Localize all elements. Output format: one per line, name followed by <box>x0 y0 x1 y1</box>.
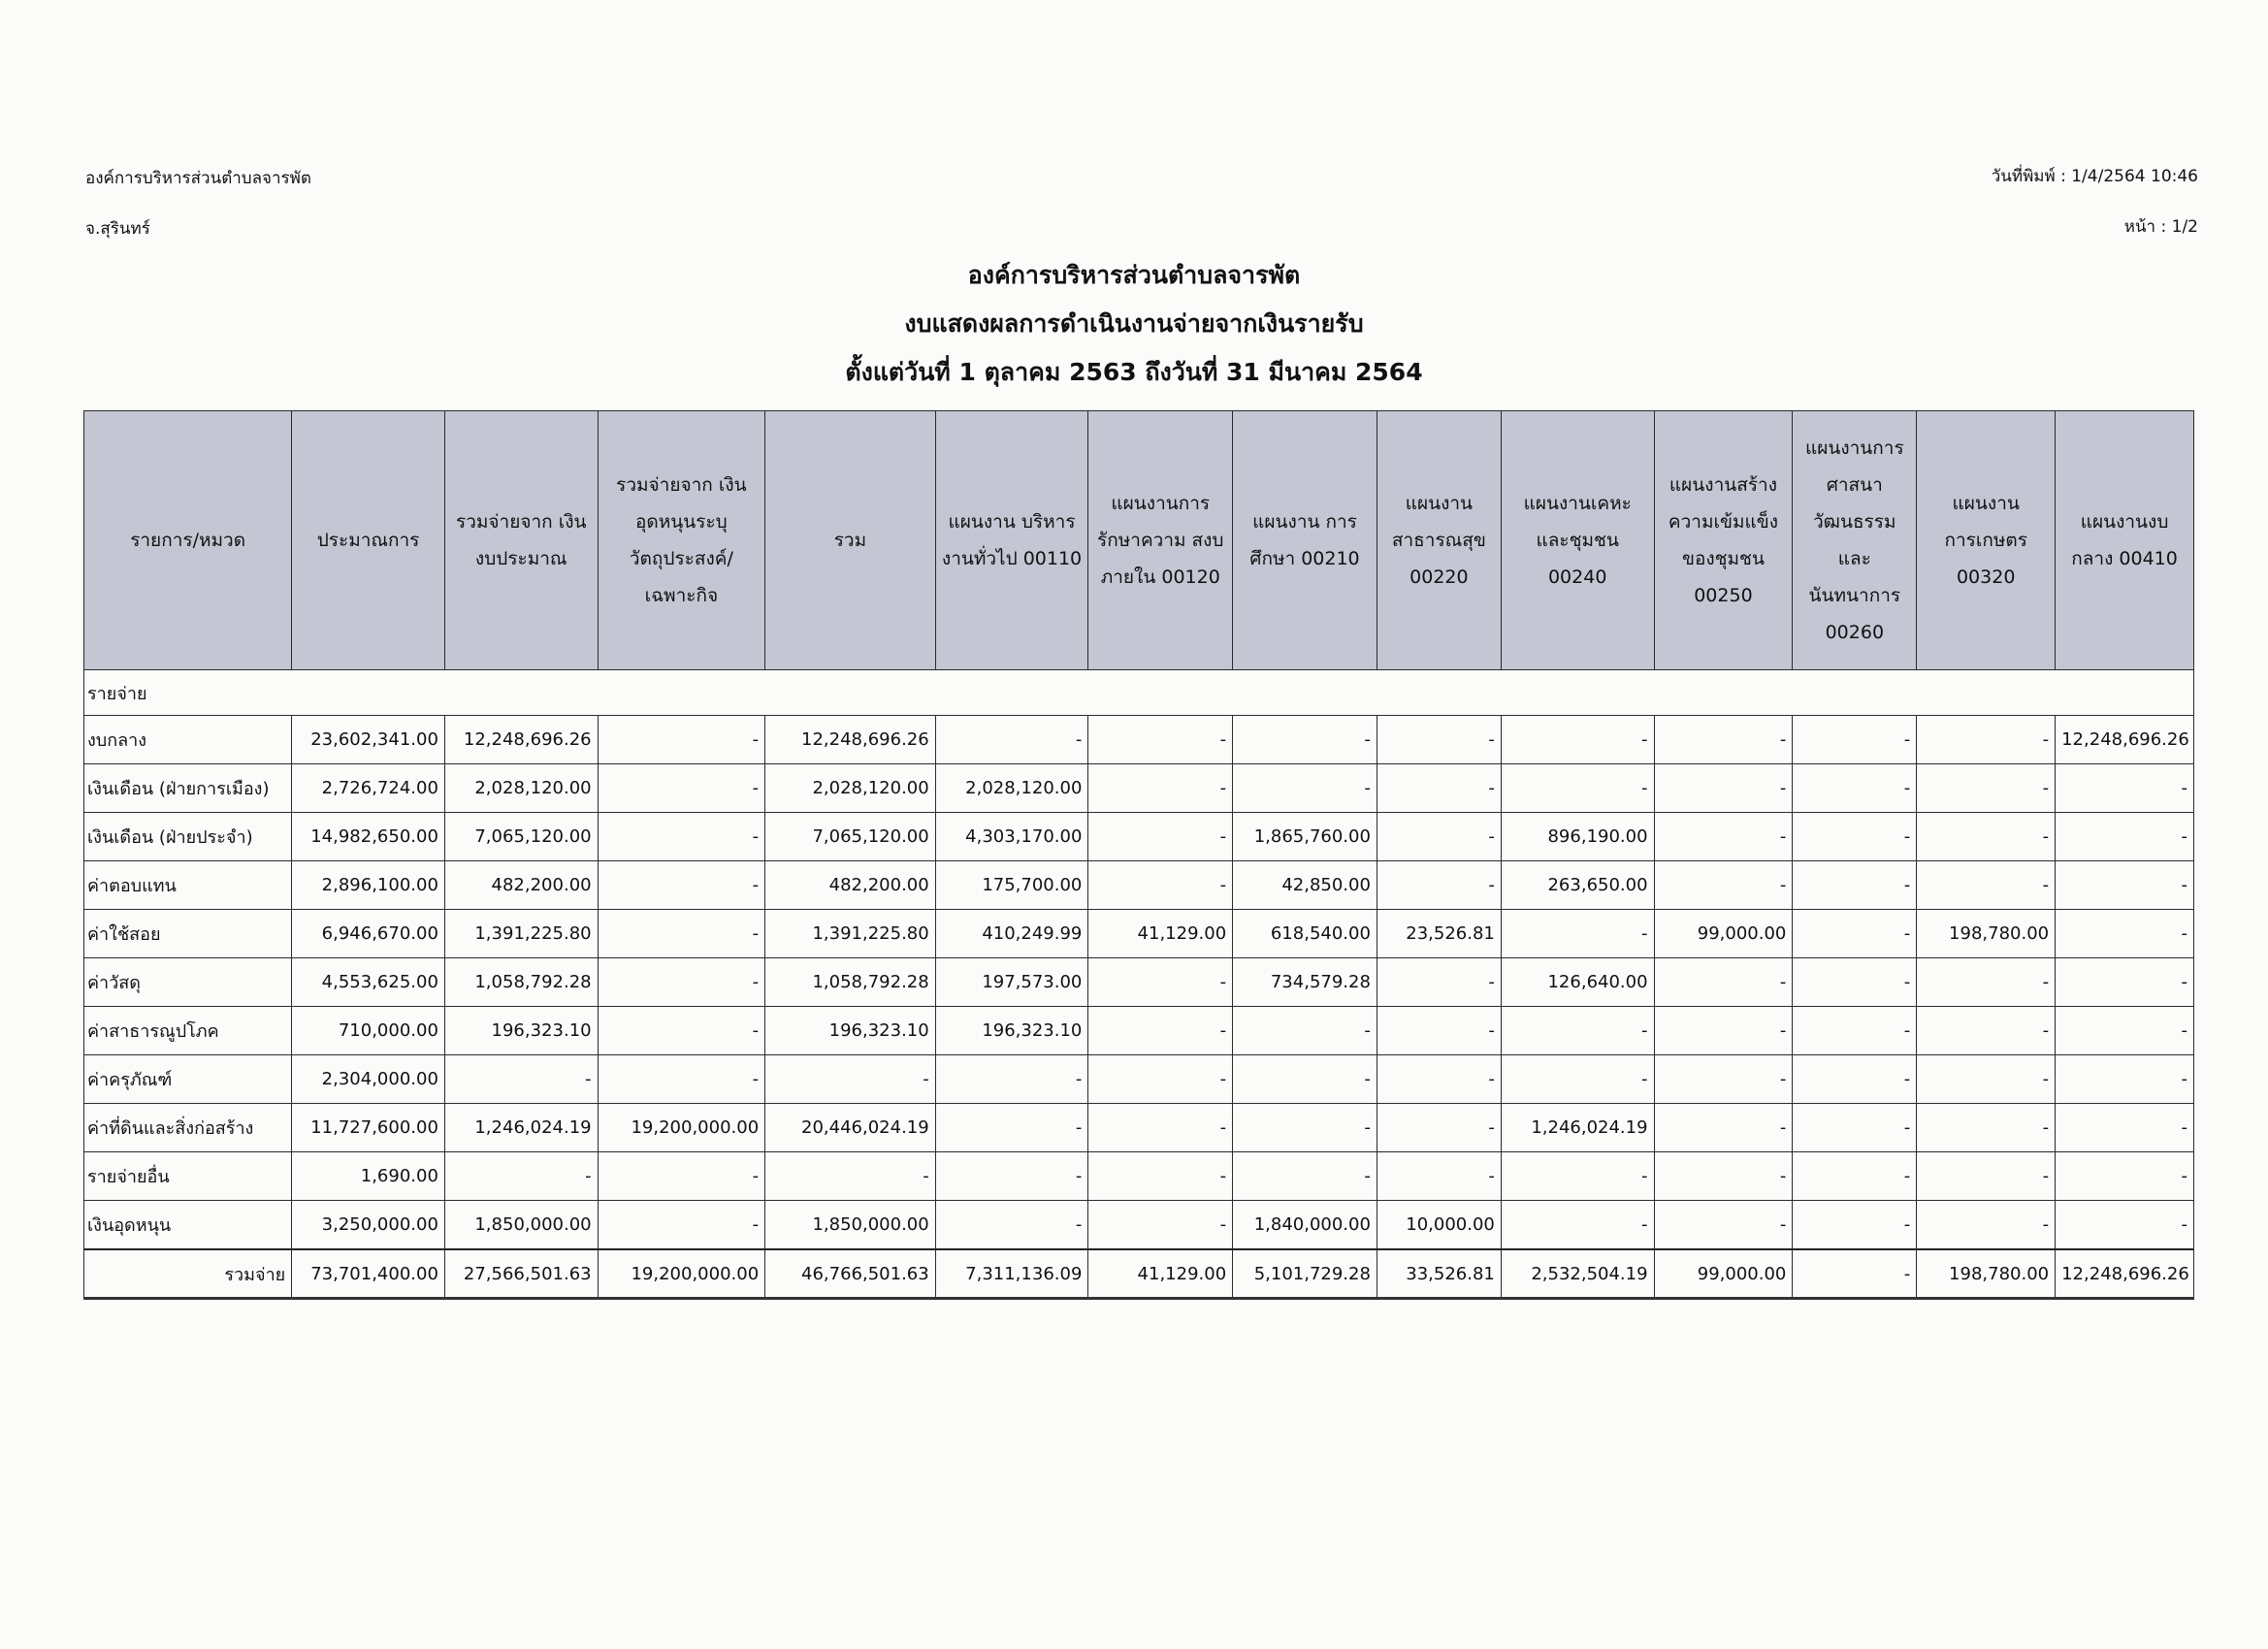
table-cell: - <box>1793 1055 1917 1104</box>
column-header: แผนงานงบ กลาง 00410 <box>2056 411 2194 670</box>
table-cell: - <box>1233 1007 1377 1055</box>
table-cell: 1,840,000.00 <box>1233 1201 1377 1250</box>
table-cell: - <box>1654 861 1793 910</box>
table-cell: - <box>765 1055 936 1104</box>
table-cell: - <box>2056 764 2194 813</box>
table-cell: - <box>1793 1007 1917 1055</box>
table-cell: 7,065,120.00 <box>765 813 936 861</box>
table-cell: - <box>1917 861 2056 910</box>
column-header: รวม <box>765 411 936 670</box>
table-cell: 99,000.00 <box>1654 910 1793 958</box>
table-row <box>84 716 2194 764</box>
table-cell: 618,540.00 <box>1233 910 1377 958</box>
table-cell: 896,190.00 <box>1501 813 1654 861</box>
column-header: ประมาณการ <box>292 411 445 670</box>
table-cell: 7,065,120.00 <box>444 813 598 861</box>
table-cell: - <box>1233 1104 1377 1152</box>
column-header: รายการ/หมวด <box>84 411 292 670</box>
table-cell: - <box>1088 1152 1233 1201</box>
table-cell: - <box>598 910 765 958</box>
table-cell: 12,248,696.26 <box>765 716 936 764</box>
report-title-block <box>0 254 2268 400</box>
row-label: ค่าใช้สอย <box>84 910 292 958</box>
total-row <box>84 1249 2194 1299</box>
column-header: แผนงาน บริหารงานทั่วไป 00110 <box>935 411 1088 670</box>
table-cell: - <box>1088 1007 1233 1055</box>
table-cell: - <box>1917 716 2056 764</box>
column-header: รวมจ่ายจาก เงินงบประมาณ <box>444 411 598 670</box>
table-cell: 2,896,100.00 <box>292 861 445 910</box>
column-header: แผนงานสร้าง ความเข้มแข็ง ของชุมชน 00250 <box>1654 411 1793 670</box>
table-cell: 196,323.10 <box>765 1007 936 1055</box>
total-cell: 19,200,000.00 <box>598 1249 765 1299</box>
report-subtitle: งบแสดงผลการดำเนินงานจ่ายจากเงินรายรับ <box>904 309 1364 338</box>
row-label: เงินเดือน (ฝ่ายการเมือง) <box>84 764 292 813</box>
table-cell: - <box>1377 764 1501 813</box>
table-cell: - <box>1377 1055 1501 1104</box>
column-header: แผนงานการ ศาสนา วัฒนธรรม และ นันทนาการ 00260 <box>1793 411 1917 670</box>
table-cell: 734,579.28 <box>1233 958 1377 1007</box>
table-cell: - <box>1088 1201 1233 1250</box>
table-cell: - <box>1501 1152 1654 1201</box>
table-cell: 4,553,625.00 <box>292 958 445 1007</box>
row-label: เงินอุดหนุน <box>84 1201 292 1250</box>
section-label: รายจ่าย <box>84 670 2194 716</box>
table-cell: 263,650.00 <box>1501 861 1654 910</box>
table-cell: 41,129.00 <box>1088 910 1233 958</box>
section-row <box>84 670 2194 716</box>
row-label: ค่าที่ดินและสิ่งก่อสร้าง <box>84 1104 292 1152</box>
table-cell: 3,250,000.00 <box>292 1201 445 1250</box>
table-cell: - <box>935 716 1088 764</box>
row-label: งบกลาง <box>84 716 292 764</box>
table-cell: - <box>935 1201 1088 1250</box>
table-cell: 1,865,760.00 <box>1233 813 1377 861</box>
print-date: วันที่พิมพ์ : 1/4/2564 10:46 <box>1991 167 2198 186</box>
table-cell: - <box>1793 1201 1917 1250</box>
total-cell: 99,000.00 <box>1654 1249 1793 1299</box>
table-cell: - <box>1793 813 1917 861</box>
table-cell: 197,573.00 <box>935 958 1088 1007</box>
table-cell: - <box>1654 1007 1793 1055</box>
table-cell: 196,323.10 <box>444 1007 598 1055</box>
table-cell: - <box>1917 1104 2056 1152</box>
report-period: ตั้งแต่วันที่ 1 ตุลาคม 2563 ถึงวันที่ 31 มีนาคม 2564 <box>845 358 1423 386</box>
table-cell: 20,446,024.19 <box>765 1104 936 1152</box>
report-title: องค์การบริหารส่วนตำบลจารพัต <box>967 261 1301 289</box>
page-number: หน้า : 1/2 <box>2123 217 2198 237</box>
table-cell: 1,246,024.19 <box>444 1104 598 1152</box>
total-cell: 41,129.00 <box>1088 1249 1233 1299</box>
table-cell: - <box>1377 813 1501 861</box>
column-header: แผนงาน การเกษตร 00320 <box>1917 411 2056 670</box>
table-cell: - <box>2056 813 2194 861</box>
table-cell: - <box>2056 910 2194 958</box>
table-cell: 175,700.00 <box>935 861 1088 910</box>
table-cell: - <box>1088 764 1233 813</box>
table-cell: - <box>598 716 765 764</box>
table-row <box>84 1104 2194 1152</box>
table-cell: 1,850,000.00 <box>444 1201 598 1250</box>
table-cell: - <box>1088 1104 1233 1152</box>
table-cell: - <box>1793 958 1917 1007</box>
table-cell: - <box>1088 813 1233 861</box>
table-cell: 10,000.00 <box>1377 1201 1501 1250</box>
table-cell: - <box>1654 716 1793 764</box>
table-row <box>84 958 2194 1007</box>
table-cell: - <box>765 1152 936 1201</box>
table-cell: - <box>1793 1152 1917 1201</box>
header-right <box>1992 163 2198 264</box>
total-cell: 46,766,501.63 <box>765 1249 936 1299</box>
table-cell: - <box>1233 1152 1377 1201</box>
row-label: เงินเดือน (ฝ่ายประจำ) <box>84 813 292 861</box>
table-cell: 2,028,120.00 <box>444 764 598 813</box>
table-cell: - <box>1501 1007 1654 1055</box>
table-cell: - <box>1793 1104 1917 1152</box>
table-cell: - <box>935 1104 1088 1152</box>
total-cell: 27,566,501.63 <box>444 1249 598 1299</box>
row-label: ค่าวัสดุ <box>84 958 292 1007</box>
table-cell: - <box>1917 958 2056 1007</box>
table-row <box>84 861 2194 910</box>
total-cell: 33,526.81 <box>1377 1249 1501 1299</box>
table-cell: - <box>1233 716 1377 764</box>
table-cell: - <box>1501 1201 1654 1250</box>
table-cell: - <box>1793 910 1917 958</box>
table-cell: - <box>1917 764 2056 813</box>
table-cell: - <box>1654 813 1793 861</box>
total-cell: 198,780.00 <box>1917 1249 2056 1299</box>
column-header: แผนงานเคหะ และชุมชน 00240 <box>1501 411 1654 670</box>
total-cell: 12,248,696.26 <box>2056 1249 2194 1299</box>
table-cell: 1,391,225.80 <box>765 910 936 958</box>
table-cell: - <box>1654 1055 1793 1104</box>
table-cell: - <box>935 1152 1088 1201</box>
row-label: รายจ่ายอื่น <box>84 1152 292 1201</box>
total-cell: - <box>1793 1249 1917 1299</box>
table-cell: 19,200,000.00 <box>598 1104 765 1152</box>
table-cell: - <box>1377 958 1501 1007</box>
table-row <box>84 1055 2194 1104</box>
table-cell: - <box>935 1055 1088 1104</box>
table-cell: - <box>1377 861 1501 910</box>
table-cell: - <box>1501 910 1654 958</box>
table-row <box>84 764 2194 813</box>
table-cell: - <box>1501 764 1654 813</box>
table-cell: - <box>598 1007 765 1055</box>
table-cell: 12,248,696.26 <box>444 716 598 764</box>
table-cell: 1,690.00 <box>292 1152 445 1201</box>
table-cell: 2,028,120.00 <box>935 764 1088 813</box>
table-cell: - <box>444 1055 598 1104</box>
table-cell: - <box>598 813 765 861</box>
table-cell: - <box>1654 764 1793 813</box>
table-row <box>84 1201 2194 1250</box>
table-cell: - <box>1654 1201 1793 1250</box>
table-cell: 2,726,724.00 <box>292 764 445 813</box>
table-row <box>84 1007 2194 1055</box>
table-cell: 11,727,600.00 <box>292 1104 445 1152</box>
total-label: รวมจ่าย <box>84 1249 292 1299</box>
column-header: แผนงานการ รักษาความ สงบภายใน 00120 <box>1088 411 1233 670</box>
table-row <box>84 813 2194 861</box>
total-cell: 73,701,400.00 <box>292 1249 445 1299</box>
table-cell: - <box>1233 1055 1377 1104</box>
table-cell: - <box>1917 1007 2056 1055</box>
table-cell: - <box>2056 1007 2194 1055</box>
table-cell: - <box>1088 958 1233 1007</box>
table-cell: 1,058,792.28 <box>765 958 936 1007</box>
row-label: ค่าตอบแทน <box>84 861 292 910</box>
table-cell: - <box>1917 1201 2056 1250</box>
table-cell: 2,304,000.00 <box>292 1055 445 1104</box>
table-cell: - <box>1793 861 1917 910</box>
province: จ.สุรินทร์ <box>85 219 150 239</box>
column-header: รวมจ่ายจาก เงินอุดหนุนระบุ วัตถุประสงค์/ เฉพาะกิจ <box>598 411 765 670</box>
table-cell: - <box>2056 1104 2194 1152</box>
table-cell: - <box>1377 1007 1501 1055</box>
table-cell: 6,946,670.00 <box>292 910 445 958</box>
table-cell: 482,200.00 <box>765 861 936 910</box>
column-header: แผนงาน การศึกษา 00210 <box>1233 411 1377 670</box>
table-cell: - <box>598 764 765 813</box>
table-cell: - <box>1377 1152 1501 1201</box>
table-header-row <box>84 411 2194 670</box>
expense-table-wrapper <box>83 410 2194 1300</box>
total-cell: 5,101,729.28 <box>1233 1249 1377 1299</box>
table-cell: 1,246,024.19 <box>1501 1104 1654 1152</box>
row-label: ค่าสาธารณูปโภค <box>84 1007 292 1055</box>
table-cell: - <box>598 958 765 1007</box>
table-cell: 14,982,650.00 <box>292 813 445 861</box>
table-cell: - <box>1501 1055 1654 1104</box>
table-cell: 196,323.10 <box>935 1007 1088 1055</box>
table-cell: - <box>2056 1055 2194 1104</box>
table-cell: - <box>598 861 765 910</box>
org-name: องค์การบริหารส่วนตำบลจารพัต <box>85 169 311 188</box>
table-cell: 4,303,170.00 <box>935 813 1088 861</box>
table-cell: - <box>1793 716 1917 764</box>
row-label: ค่าครุภัณฑ์ <box>84 1055 292 1104</box>
table-cell: - <box>1088 1055 1233 1104</box>
table-cell: - <box>444 1152 598 1201</box>
table-cell: 42,850.00 <box>1233 861 1377 910</box>
table-cell: - <box>2056 1201 2194 1250</box>
table-cell: - <box>2056 1152 2194 1201</box>
table-cell: - <box>1377 716 1501 764</box>
table-cell: - <box>1793 764 1917 813</box>
table-cell: 126,640.00 <box>1501 958 1654 1007</box>
table-cell: 1,391,225.80 <box>444 910 598 958</box>
total-cell: 7,311,136.09 <box>935 1249 1088 1299</box>
table-cell: - <box>1088 861 1233 910</box>
table-row <box>84 910 2194 958</box>
table-cell: 23,602,341.00 <box>292 716 445 764</box>
table-cell: - <box>2056 861 2194 910</box>
table-cell: - <box>1654 958 1793 1007</box>
table-cell: 12,248,696.26 <box>2056 716 2194 764</box>
table-cell: 198,780.00 <box>1917 910 2056 958</box>
table-cell: - <box>598 1055 765 1104</box>
table-cell: - <box>1377 1104 1501 1152</box>
total-cell: 2,532,504.19 <box>1501 1249 1654 1299</box>
table-cell: 482,200.00 <box>444 861 598 910</box>
table-cell: - <box>1917 813 2056 861</box>
table-cell: 1,850,000.00 <box>765 1201 936 1250</box>
table-cell: - <box>1917 1055 2056 1104</box>
table-cell: - <box>598 1152 765 1201</box>
table-cell: 710,000.00 <box>292 1007 445 1055</box>
table-cell: - <box>1917 1152 2056 1201</box>
table-cell: - <box>1501 716 1654 764</box>
table-cell: - <box>2056 958 2194 1007</box>
table-row <box>84 1152 2194 1201</box>
column-header: แผนงาน สาธารณสุข 00220 <box>1377 411 1501 670</box>
table-cell: - <box>598 1201 765 1250</box>
table-cell: 410,249.99 <box>935 910 1088 958</box>
table-cell: 1,058,792.28 <box>444 958 598 1007</box>
header-left <box>85 165 311 266</box>
expense-table <box>83 410 2194 1300</box>
table-cell: - <box>1654 1152 1793 1201</box>
table-cell: - <box>1088 716 1233 764</box>
table-cell: 2,028,120.00 <box>765 764 936 813</box>
table-cell: 23,526.81 <box>1377 910 1501 958</box>
table-cell: - <box>1233 764 1377 813</box>
table-cell: - <box>1654 1104 1793 1152</box>
